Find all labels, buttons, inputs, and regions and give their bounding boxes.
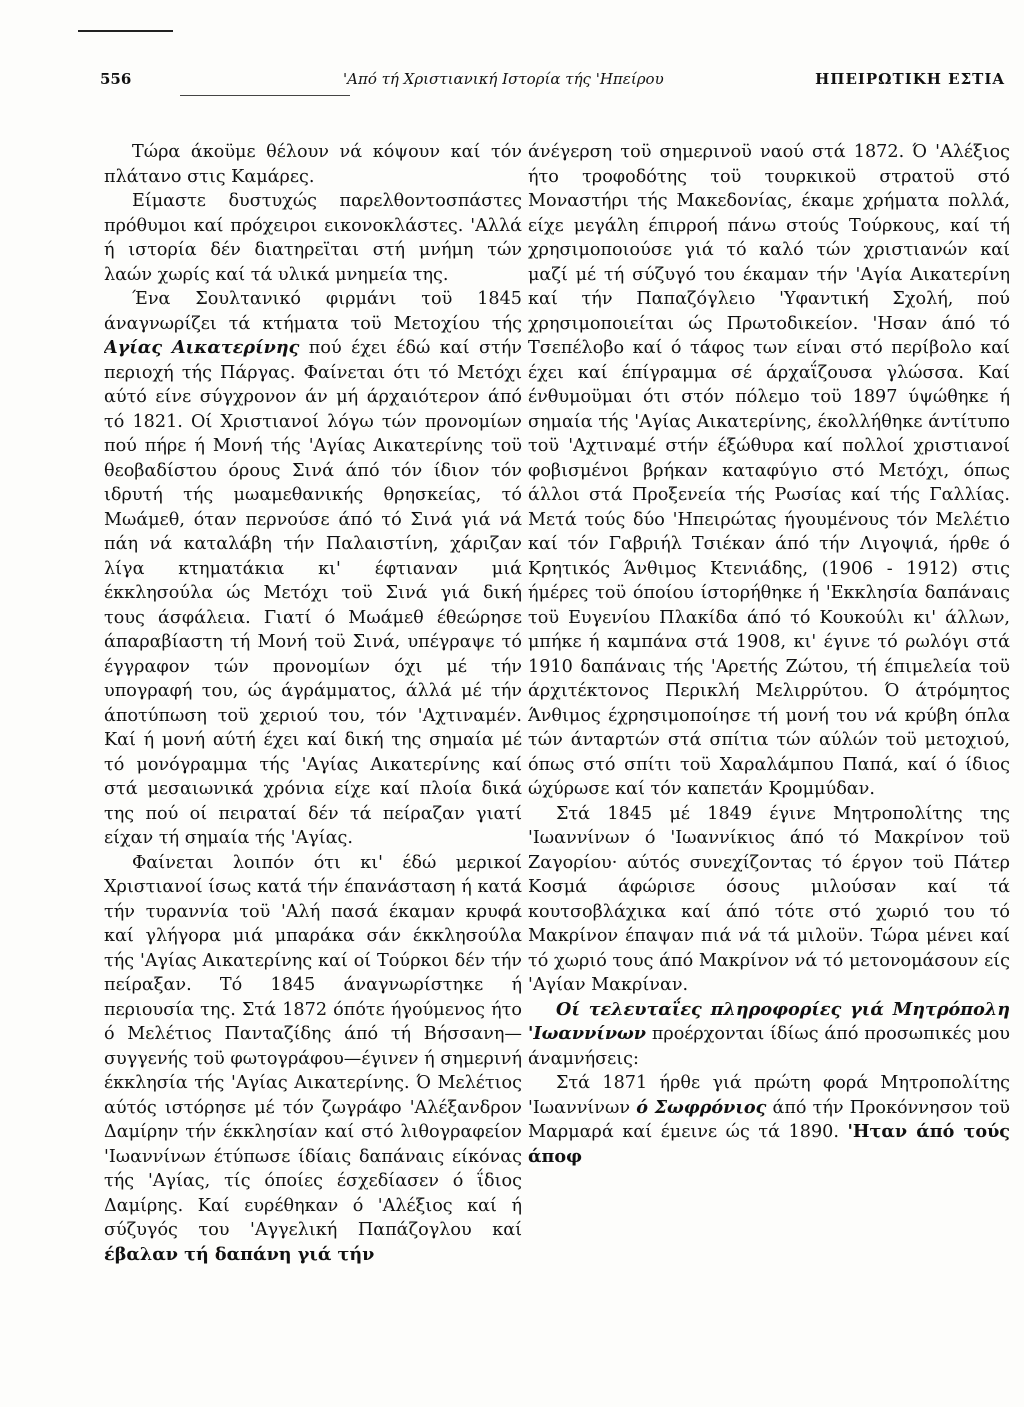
paragraph: Τώρα άκοϋμε θέλουν νά κόψουν καί τόν πλάτανο στις Καμάρες. [104, 142, 522, 187]
running-header [100, 66, 1005, 92]
paragraph [104, 287, 522, 851]
paragraph: Είμαστε δυστυχώς παρελθοντοσπάστες πρόθυμοι καί πρόχειροι εικονοκλάστες. 'Αλλά ή ιστορία δέν διατηρεϊται στή μνήμη τών λαών χωρίς καί τά υλικά μνημεία της. [104, 191, 522, 285]
journal-name: ΗΠΕΙΡΩΤΙΚΗ ΕΣΤΙΑ [815, 70, 1005, 88]
paragraph [104, 851, 522, 1268]
paragraph: Στά 1845 μέ 1849 έγινε Μητροπολίτης της 'Ιωαννίνων ό 'Ιωαννίκιος άπό τό Μακρίνον τοϋ Ζαγορίου· αύτός συνεχίζοντας τό έργον τοϋ Πάτερ Κοσμά άφώρισε όσους μιλούσαν καί τά κουτσοβλάχικα καί άπό τότε στό χωριό του τό Μακρίνον έπαψαν πιά νά τά μιλοϋν. Τώρα μένει καί τό χωριό τους άπό Μακρίνον νά τό μετονομάσουν είς 'Αγίαν Μακρίναν. [528, 803, 1010, 995]
text-run-bold: έβαλαν τή δαπάνη γιά τήν [104, 1243, 375, 1265]
text-run: Φαίνεται λοιπόν ότι κι' έδώ μερικοί Χριστιανοί ίσως κατά τήν έπανάσταση ή κατά τήν τυραννία τοϋ 'Αλή πασά έκαμαν κρυφά καί γλήγορα μιά μπαράκα σάν έκκλησούλα τής 'Αγίας Αικατερίνης καί οί Τούρκοι δέν τήν πείραξαν. Τό 1845 άναγνωρίστηκε ή περιουσία της. Στά 1872 όπότε ήγούμενος ήτο ό Μελέτιος Πανταζίδης άπό τή Βήσσανη—συγγενής τοϋ φωτογράφου—έγινεν ή σημερινή έκκλησία τής 'Αγίας Αικατερίνης. Ό Μελέτιος αύτός ιστόρησε μέ τόν ζωγράφο 'Αλέξανδρον Δαμίρην τήν έκκλησίαν καί στό λιθογραφείον 'Ιωαννίνων έτύπωσε ίδίαις δαπάναις είκόνας τής 'Αγίας, τίς όποίες έσχεδίασεν ό ΐδιος Δαμίρης. Καί ευρέθηκαν ό 'Αλέξιος καί ή σύζυγός του 'Αγγελική Παπάζογλου καί [104, 852, 522, 1240]
text-run: Ένα Σουλτανικό φιρμάνι τοϋ 1845 άναγνωρίζει τά κτήματα τοϋ Μετοχίου τής [104, 289, 522, 334]
text-run-bold: 'Ηταν άπό τούς άποφ [528, 1121, 1010, 1167]
emphasis-church-name: Αγίας Αικατερίνης [104, 337, 300, 358]
paragraph [528, 998, 1010, 1072]
text-run: προέρχονται ίδίως άπό προσωπικές μου άναμνήσεις: [528, 1024, 1010, 1069]
paragraph: άνέγερση τοϋ σημερινοϋ ναού στά 1872. Ό 'Αλέξιος ήτο τροφοδότης τοϋ τουρκικοϋ στρατοϋ στό Μοναστήρι τής Μακεδονίας, έκαμε χρήματα πολλά, είχε μεγάλη έπιρροή πάνω στούς Τούρκους, καί τή χρησιμοποιούσε γιά τό καλό τών χριστιανών καί μαζί μέ τή σύζυγό του έκαμαν τήν 'Αγία Αικατερίνη καί τήν Παπαζόγλειο 'Υφαντική Σχολή, πού χρησιμοποιείται ώς Πρωτοδικείον. 'Ησαν άπό τό Τσεπέλοβο καί ό τάφος των είναι στό περίβολο καί έχει καί έπίγραμμα σέ άρχαΐζουσα γλώσσα. Καί ένθυμοϋμαι ότι στόν πόλεμο τοϋ 1897 ύψώθηκε ή σημαία τής 'Αγίας Αικατερίνης, έκολλήθηκε άντίτυπο τοϋ 'Αχτιναμέ στήν έξώθυρα καί πολλοί χριστιανοί φοβισμένοι βρήκαν καταφύγιο στό Μετόχι, όπως άλλοι στά Προξενεία τής Ρωσίας καί τής Γαλλίας. Μετά τούς δύο 'Ηπειρώτας ήγουμένους τόν Μελέτιο καί τόν Γαβριήλ Τσιέκαν άπό τήν Λιγοψιά, ήρθε ό Κρητικός Άνθιμος Κτενιάδης, (1906 - 1912) στις ήμέρες τοϋ όποίου ίστορήθηκε ή 'Εκκλησία δαπάναις τοϋ Ευγενίου Πλακίδα άπό τό Κουκούλι κι' άλλων, μπήκε ή καμπάνα στά 1908, κι' έγινε τό ρωλόγι στά 1910 δαπάναις τής 'Αρετής Ζώτου, τή έπιμελεία τοϋ άρχιτέκτονος Περικλή Μελιρρύτου. Ό άτρόμητος Άνθιμος έχρησιμοποίησε τή μονή του νά κρύβη όπλα τών άνταρτών στά σπίτια τών αύλών τοϋ μετοχιού, όπως στό σπίτι τοϋ Χαραλάμπου Παπά, καί ό ίδιος ώχύρωσε καί τόν καπετάν Κρομμύδαν. [528, 142, 1010, 799]
running-title: 'Από τή Χριστιανική Ιστορία τής 'Ηπείρου [343, 70, 664, 88]
right-column [528, 140, 1010, 1360]
page-number: 556 [100, 70, 132, 88]
paragraph [528, 1071, 1010, 1169]
header-rule [180, 95, 350, 96]
text-run: Στά 1871 ήρθε γιά πρώτη φορά Μητροπολίτης 'Ιωαννίνων [528, 1073, 1010, 1118]
left-column [104, 140, 522, 1360]
top-rule [78, 30, 173, 32]
text-run: πού έχει έδώ καί στήν περιοχή τής Πάργας. Φαίνεται ότι τό Μετόχι αύτό είνε σύγχρονον άν μή άρχαιότερον άπό τό 1821. Οί Χριστιανοί λόγω τών προνομίων πού πήρε ή Μονή τής 'Αγίας Αικατερίνης τοϋ θεοβαδίστου όρους Σινά άπό τόν ίδιον τόν ιδρυτή τής μωαμεθανικής θρησκείας, τό Μωάμεθ, όταν περνούσε άπό τό Σινά γιά νά πάη νά καταλάβη τήν Παλαιστίνη, χάριζαν λίγα κτηματάκια κι' έφτιαναν μιά έκκλησούλα ώς Μετόχι τοϋ Σινά γιά δική τους άσφάλεια. Γιατί ό Μωάμεθ έθεώρησε άπαραβίαστη τή Μονή τοϋ Σινά, υπέγραψε τό έγγραφον τών προνομίων όχι μέ τήν υπογραφή του, ώς άγράμματος, άλλά μέ τήν άποτύπωση τοϋ χεριού του, τόν 'Αχτιναμέν. Καί ή μονή αύτή έχει καί δική της σημαία μέ τό μονόγραμμα τής 'Αγίας Αικατερίνης καί στά μεσαιωνικά χρόνια είχε καί πλοία δικά της πού οί πειραταί δέν τά πείραζαν γιατί είχαν τή σημαία τής 'Αγίας. [104, 338, 522, 848]
text-run: άπό τήν Προκόννησον τοϋ Μαρμαρά καί έμεινε ώς τά 1890. [528, 1097, 1010, 1142]
emphasis-person-name: ό Σωφρόνιος [636, 1096, 767, 1118]
section-lead-bold: Οί τελευταΐες πληροφορίες γιά Μητρόπολη 'Ιωαννίνων [528, 998, 1010, 1044]
